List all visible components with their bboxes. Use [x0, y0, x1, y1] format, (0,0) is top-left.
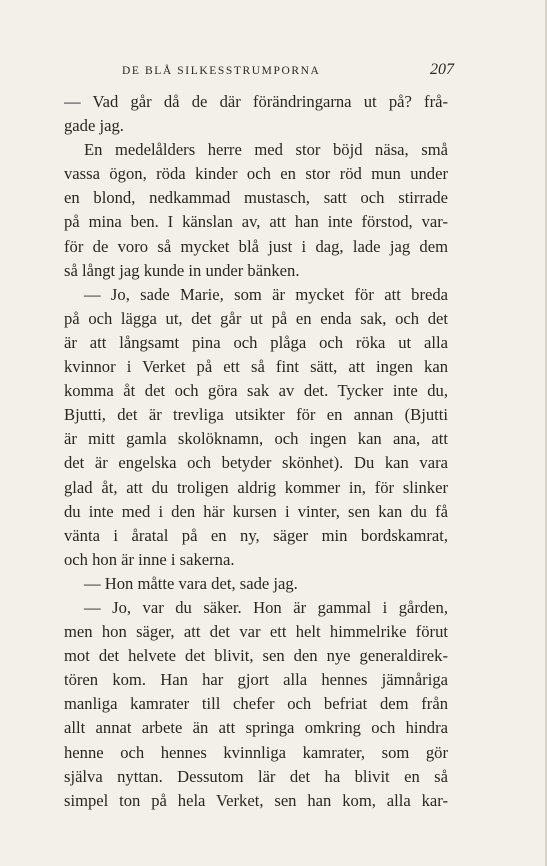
- page-number: 207: [430, 61, 454, 78]
- text-line: allt annat arbete än att springa omkring och hindra: [64, 718, 448, 738]
- text-line: är att långsamt pina och plåga och röka ut alla: [64, 332, 448, 352]
- text-line: — Vad går då de där förändringarna ut på? frå-: [64, 92, 448, 111]
- text-line: — Jo, sade Marie, som är mycket för att breda: [84, 284, 448, 304]
- text-line: själva nyttan. Dessutom lär det ha blivit en så: [64, 766, 448, 786]
- text-line: är mitt gamla skolöknamn, och ingen kan ana, att: [64, 429, 448, 449]
- text-line: på mina ben. I känslan av, att han inte förstod, var-: [64, 212, 448, 232]
- text-line: det är engelska och betyder skönhet). Du kan vara: [64, 453, 448, 473]
- text-line: glad åt, att du troligen aldrig kommer in, för slinker: [64, 477, 448, 497]
- text-line: för de voro så mycket blå just i dag, lade jag dem: [64, 236, 448, 256]
- text-line: en blond, nedkammad mustasch, satt och stirrade: [64, 188, 448, 208]
- text-line: komma åt det och göra sak av det. Tycker inte du,: [64, 381, 448, 401]
- text-line: vassa ögon, röda kinder och en stor röd mun under: [64, 164, 448, 184]
- text-line: du inte med i den här kursen i vinter, sen kan du få: [64, 501, 448, 521]
- text-line: Bjutti, det är trevliga utsikter för en annan (Bjutti: [64, 405, 448, 425]
- text-line: mot det helvete det blivit, sen den nye generaldirek-: [64, 646, 448, 666]
- running-head-title: DE BLÅ SILKESSTRUMPORNA: [122, 65, 321, 77]
- text-line: tören kom. Han har gjort alla hennes jämnåriga: [64, 670, 448, 690]
- text-line: — Hon måtte vara det, sade jag.: [84, 573, 298, 593]
- text-line: gade jag.: [64, 116, 124, 136]
- text-line: — Jo, var du säker. Hon är gammal i gården,: [84, 597, 448, 617]
- running-head: [64, 62, 454, 82]
- text-line: men hon säger, att det var ett helt himmelrike förut: [64, 622, 448, 642]
- text-line: vänta i åratal på en ny, säger min bordskamrat,: [64, 525, 448, 545]
- text-line: kvinnor i Verket på ett så fint sätt, att ingen kan: [64, 357, 448, 377]
- text-line: henne och hennes kvinnliga kamrater, som gör: [64, 742, 448, 762]
- text-line: och hon är inne i sakerna.: [64, 549, 235, 569]
- text-line: manliga kamrater till chefer och befriat dem från: [64, 694, 448, 714]
- text-line: simpel ton på hela Verket, sen han kom, alla kar-: [64, 790, 448, 810]
- text-line: på och lägga ut, det går ut på en enda sak, och det: [64, 308, 448, 328]
- text-line: så långt jag kunde in under bänken.: [64, 260, 300, 280]
- text-line: En medelålders herre med stor böjd näsa, små: [84, 140, 448, 160]
- body-text: [64, 90, 448, 813]
